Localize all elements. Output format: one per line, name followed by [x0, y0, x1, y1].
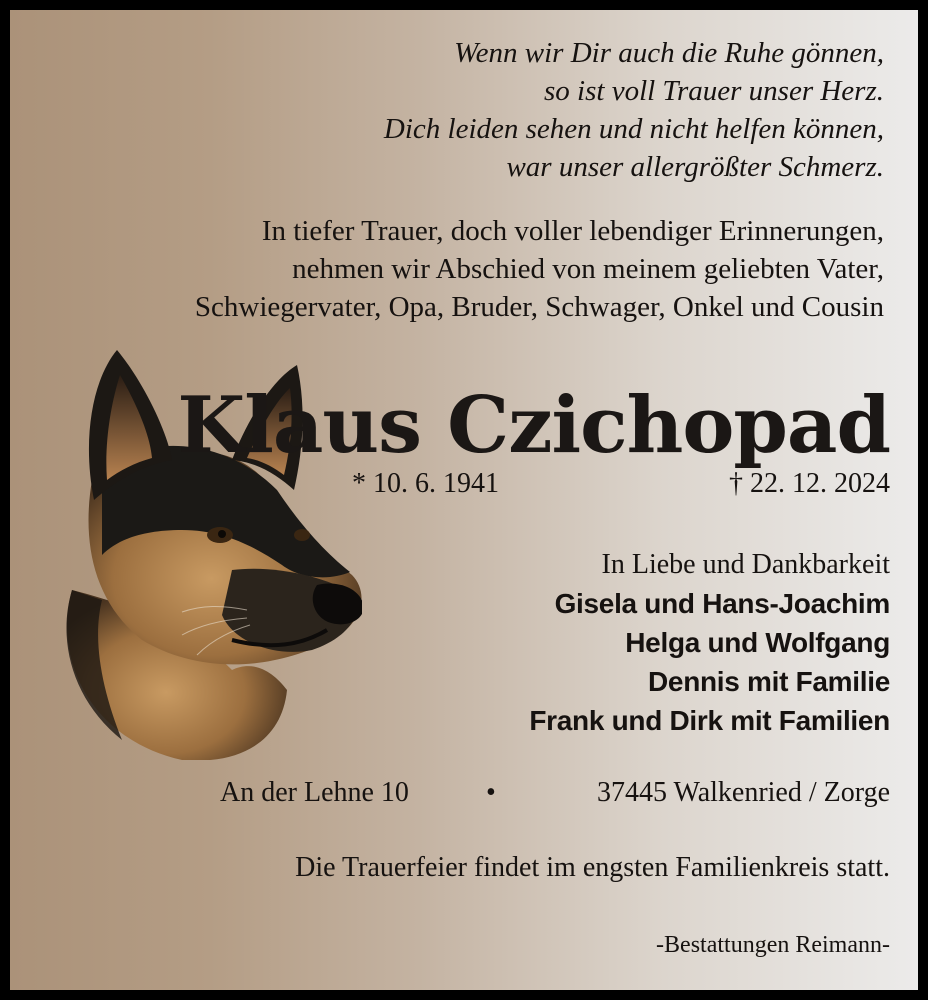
- signoff-intro: In Liebe und Dankbarkeit: [601, 549, 890, 580]
- obituary-panel: [10, 10, 918, 990]
- birth-date: * 10. 6. 1941: [352, 468, 499, 499]
- death-date: † 22. 12. 2024: [729, 468, 890, 499]
- signoff-name: Frank und Dirk mit Familien: [529, 705, 890, 736]
- address-street: An der Lehne 10: [220, 777, 409, 808]
- intro-line: nehmen wir Abschied von meinem geliebten Vater,: [292, 253, 884, 285]
- funeral-home: -Bestattungen Reimann-: [656, 932, 890, 958]
- signoff-name: Gisela und Hans-Joachim: [554, 588, 890, 619]
- deceased-name: Klaus Czichopad: [177, 380, 890, 471]
- intro-line: In tiefer Trauer, doch voller lebendiger Erinnerungen,: [261, 215, 884, 247]
- poem-line: so ist voll Trauer unser Herz.: [544, 75, 884, 107]
- intro-line: Schwiegervater, Opa, Bruder, Schwager, Onkel und Cousin: [194, 291, 884, 323]
- address-city: 37445 Walkenried / Zorge: [597, 777, 890, 808]
- funeral-note: Die Trauerfeier findet im engsten Familienkreis statt.: [295, 852, 890, 883]
- signoff-name: Helga und Wolfgang: [625, 627, 890, 658]
- poem-line: war unser allergrößter Schmerz.: [506, 151, 884, 183]
- poem-line: Dich leiden sehen und nicht helfen können,: [383, 113, 884, 145]
- poem-line: Wenn wir Dir auch die Ruhe gönnen,: [454, 37, 884, 69]
- address-separator: •: [486, 777, 496, 808]
- signoff-name: Dennis mit Familie: [648, 666, 890, 697]
